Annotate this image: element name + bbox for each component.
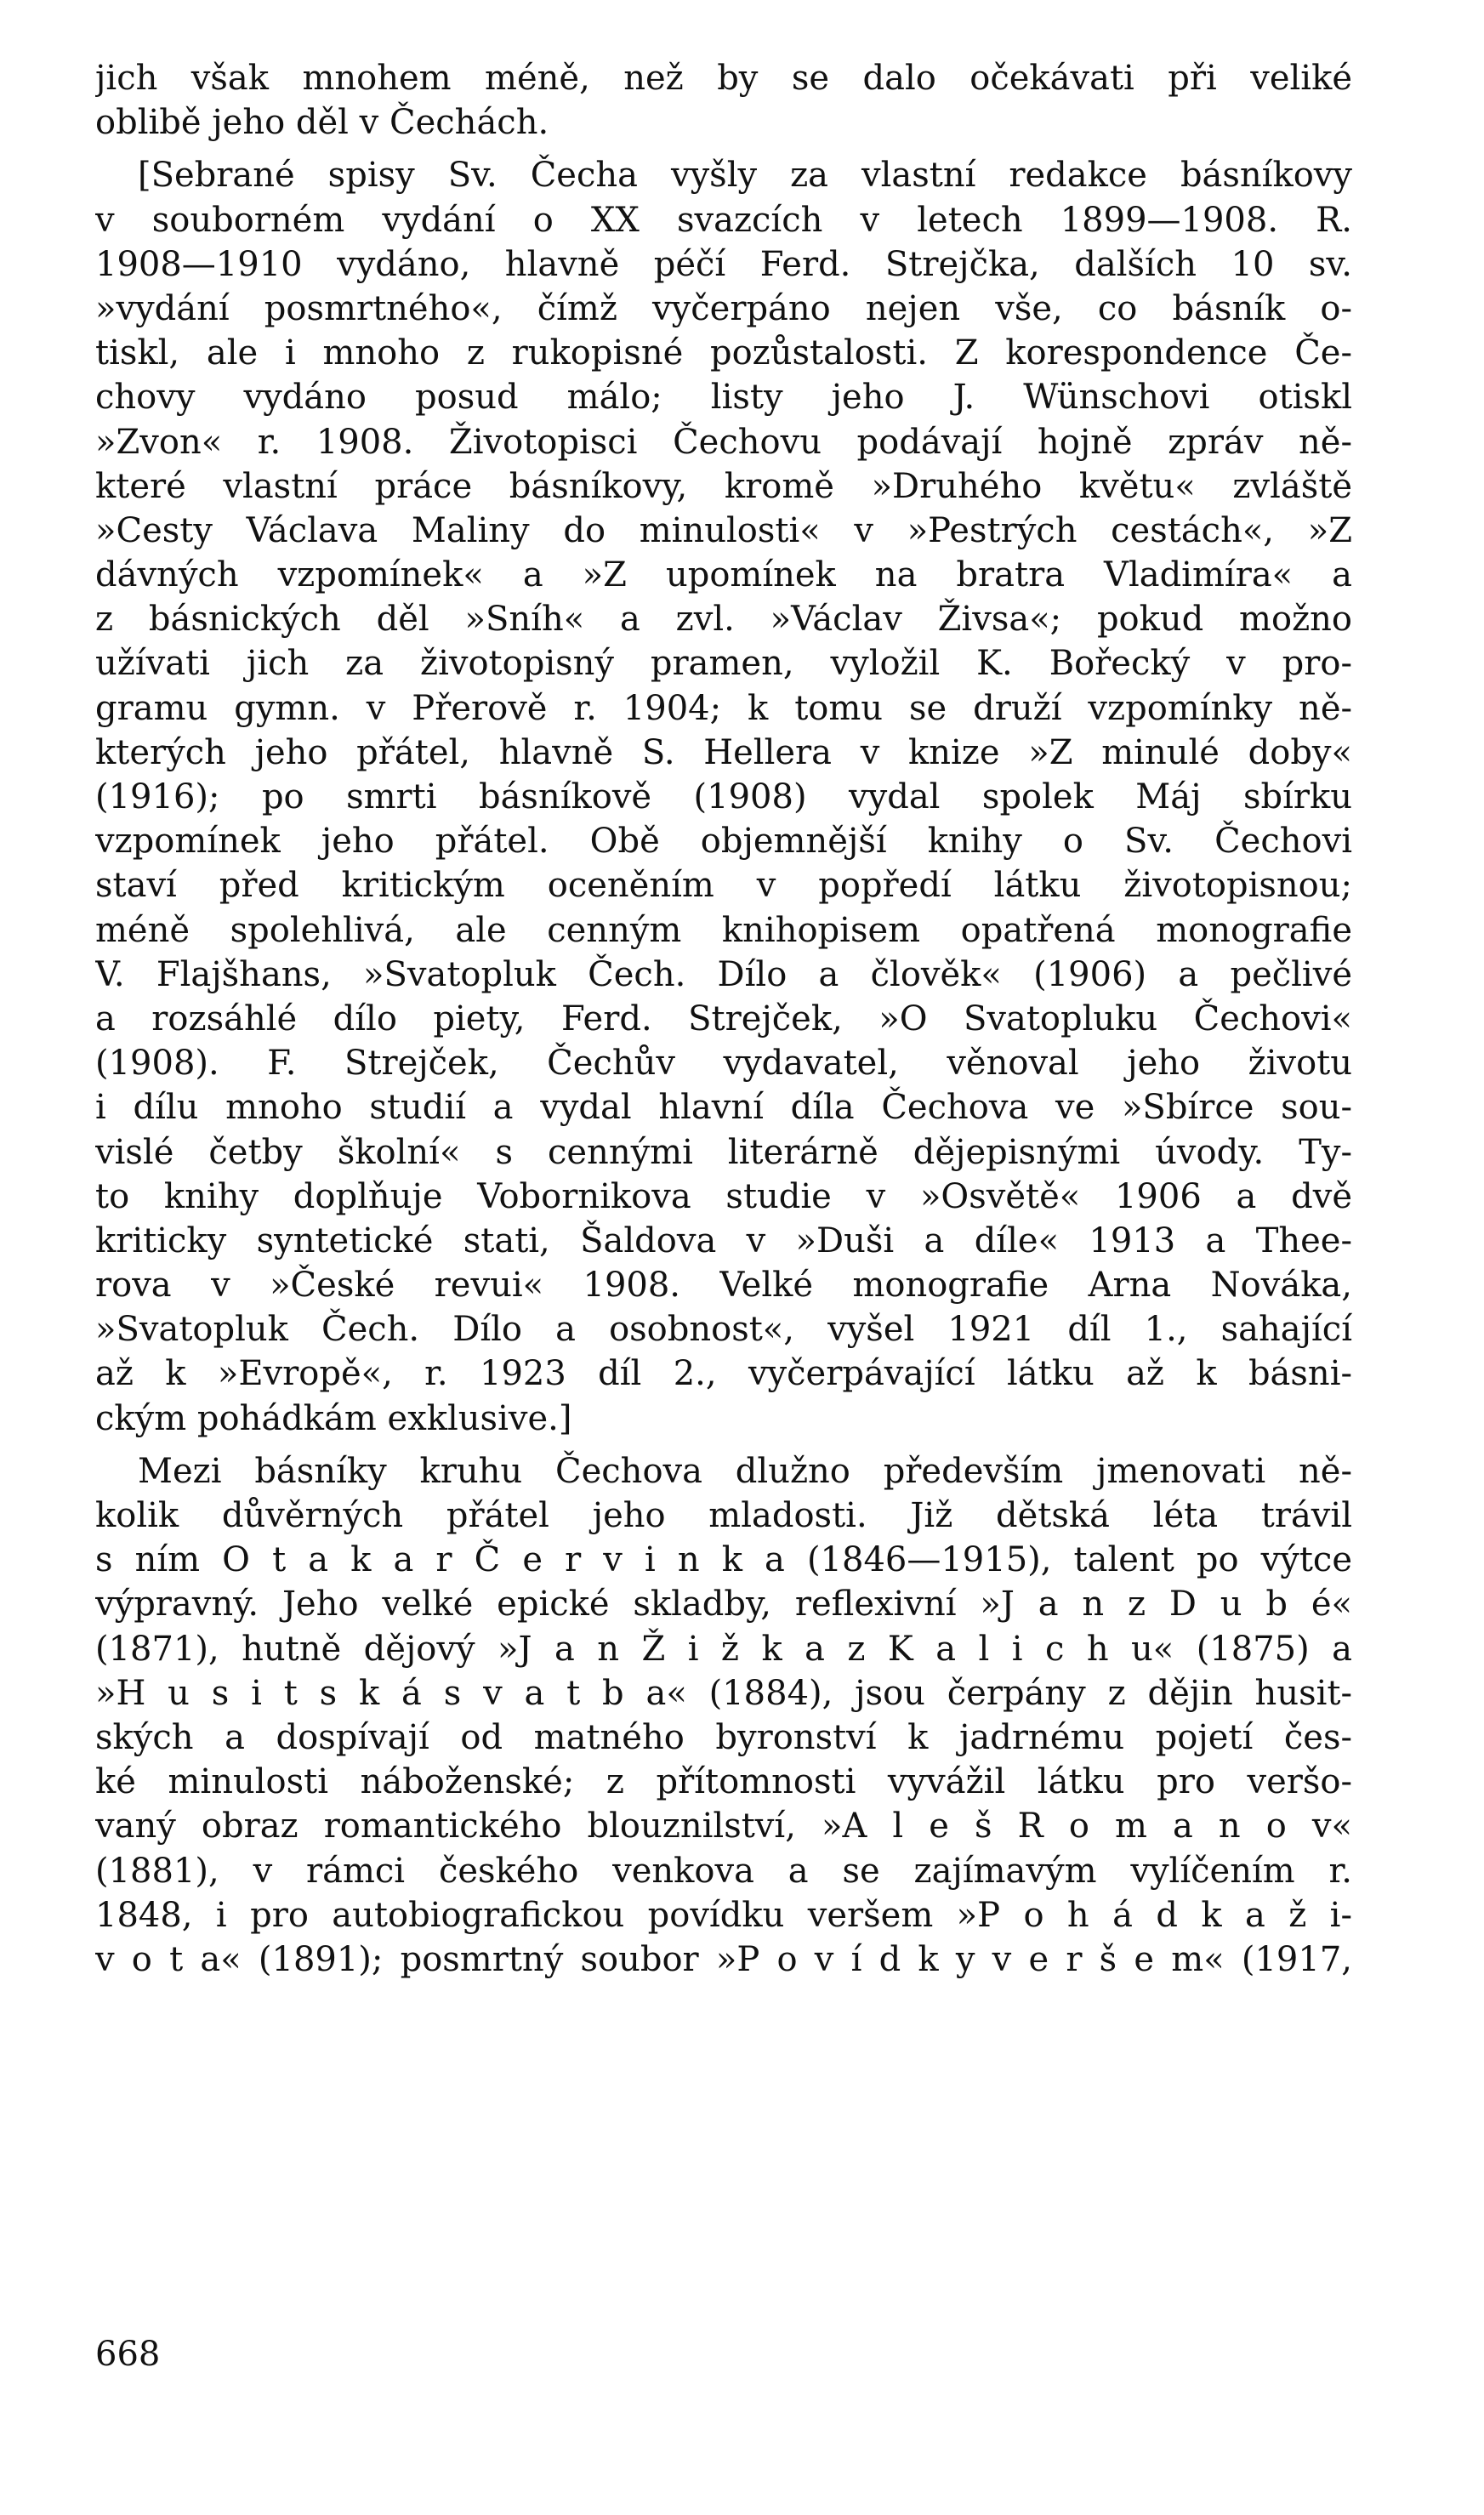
text-line: ckým pohádkám exklusive.] — [95, 1398, 572, 1438]
text-line: vislé četby školní« s cennými literárně dějepisnými úvody. Ty- — [95, 1132, 1352, 1172]
body-text — [95, 56, 1352, 1982]
text-line: 1908—1910 vydáno, hlavně péčí Ferd. Strejčka, dalších 10 sv. — [95, 244, 1352, 284]
text-line: výpravný. Jeho velké epické skladby, reflexivní »J a n z D u b é« — [95, 1585, 1352, 1625]
text-line: chovy vydáno posud málo; listy jeho J. Wünschovi otiskl — [95, 378, 1352, 418]
text-line: »vydání posmrtného«, čímž vyčerpáno nejen vše, co básník o- — [95, 288, 1352, 328]
text-line: to knihy doplňuje Vobornikova studie v »Osvětě« 1906 a dvě — [95, 1176, 1352, 1216]
text-line: V. Flajšhans, »Svatopluk Čech. Dílo a člověk« (1906) a pečlivé — [95, 954, 1352, 994]
text-line: ských a dospívají od matného byronství k jadrnému pojetí čes- — [95, 1717, 1352, 1757]
text-line: ké minulosti náboženské; z přítomnosti vyvážil látku pro veršo- — [95, 1762, 1352, 1802]
paragraph-2-bibliography — [95, 153, 1352, 1440]
paragraph-1 — [95, 56, 1352, 145]
text-line: v souborném vydání o XX svazcích v letech 1899—1908. R. — [95, 200, 1352, 240]
text-line: s ním O t a k a r Č e r v i n k a (1846—1915), talent po výtce — [95, 1540, 1352, 1580]
text-line: oblibě jeho děl v Čechách. — [95, 103, 549, 143]
text-line: i dílu mnoho studií a vydal hlavní díla Čechova ve »Sbírce sou- — [95, 1088, 1352, 1128]
text-line: »Zvon« r. 1908. Životopisci Čechovu podávají hojně zpráv ně- — [95, 422, 1352, 462]
text-line: (1881), v rámci českého venkova a se zajímavým vylíčením r. — [95, 1851, 1352, 1891]
text-line: kolik důvěrných přátel jeho mladosti. Již dětská léta trávil — [95, 1496, 1352, 1535]
text-line: Mezi básníky kruhu Čechova dlužno především jmenovati ně- — [138, 1451, 1352, 1491]
text-line: (1908). F. Strejček, Čechův vydavatel, věnoval jeho životu — [95, 1044, 1352, 1084]
text-line: (1916); po smrti básníkově (1908) vydal spolek Máj sbírku — [95, 777, 1352, 817]
paragraph-3 — [95, 1449, 1352, 1982]
text-line: 1848, i pro autobiografickou povídku veršem »P o h á d k a ž i- — [95, 1895, 1352, 1935]
text-line: rova v »České revui« 1908. Velké monografie Arna Nováka, — [95, 1266, 1352, 1306]
text-line: »Svatopluk Čech. Dílo a osobnost«, vyšel 1921 díl 1., sahající — [95, 1310, 1352, 1350]
text-line: užívati jich za životopisný pramen, vyložil K. Bořecký v pro- — [95, 644, 1352, 684]
text-line: [Sebrané spisy Sv. Čecha vyšly za vlastní redakce básníkovy — [138, 156, 1352, 196]
text-line: gramu gymn. v Přerově r. 1904; k tomu se druží vzpomínky ně- — [95, 688, 1352, 728]
text-line: vaný obraz romantického blouznilství, »A l e š R o m a n o v« — [95, 1807, 1352, 1846]
text-line: tiskl, ale i mnoho z rukopisné pozůstalosti. Z korespondence Če- — [95, 333, 1352, 373]
text-line: kriticky syntetické stati, Šaldova v »Duši a díle« 1913 a Thee- — [95, 1221, 1352, 1260]
text-line: které vlastní práce básníkovy, kromě »Druhého květu« zvláště — [95, 466, 1352, 506]
text-line: až k »Evropě«, r. 1923 díl 2., vyčerpávající látku až k básni- — [95, 1354, 1352, 1394]
text-line: »H u s i t s k á s v a t b a« (1884), jsou čerpány z dějin husit- — [95, 1673, 1352, 1713]
text-line: staví před kritickým oceněním v popředí látku životopisnou; — [95, 866, 1352, 906]
text-line: a rozsáhlé dílo piety, Ferd. Strejček, »O Svatopluku Čechovi« — [95, 999, 1352, 1038]
text-line: dávných vzpomínek« a »Z upomínek na bratra Vladimíra« a — [95, 555, 1352, 595]
text-line: »Cesty Václava Maliny do minulosti« v »Pestrých cestách«, »Z — [95, 510, 1352, 550]
page-number: 668 — [95, 2335, 161, 2374]
text-line: vzpomínek jeho přátel. Obě objemnější knihy o Sv. Čechovi — [95, 822, 1352, 862]
text-line: kterých jeho přátel, hlavně S. Hellera v knize »Z minulé doby« — [95, 732, 1352, 772]
text-line: v o t a« (1891); posmrtný soubor »P o v í d k y v e r š e m« (1917, — [95, 1939, 1352, 1979]
text-line: z básnických děl »Sníh« a zvl. »Václav Živsa«; pokud možno — [95, 600, 1352, 640]
text-line: jich však mnohem méně, než by se dalo očekávati při veliké — [95, 59, 1352, 98]
text-line: méně spolehlivá, ale cenným knihopisem opatřená monografie — [95, 910, 1352, 950]
text-line: (1871), hutně dějový »J a n Ž i ž k a z K a l i c h u« (1875) a — [95, 1629, 1352, 1669]
